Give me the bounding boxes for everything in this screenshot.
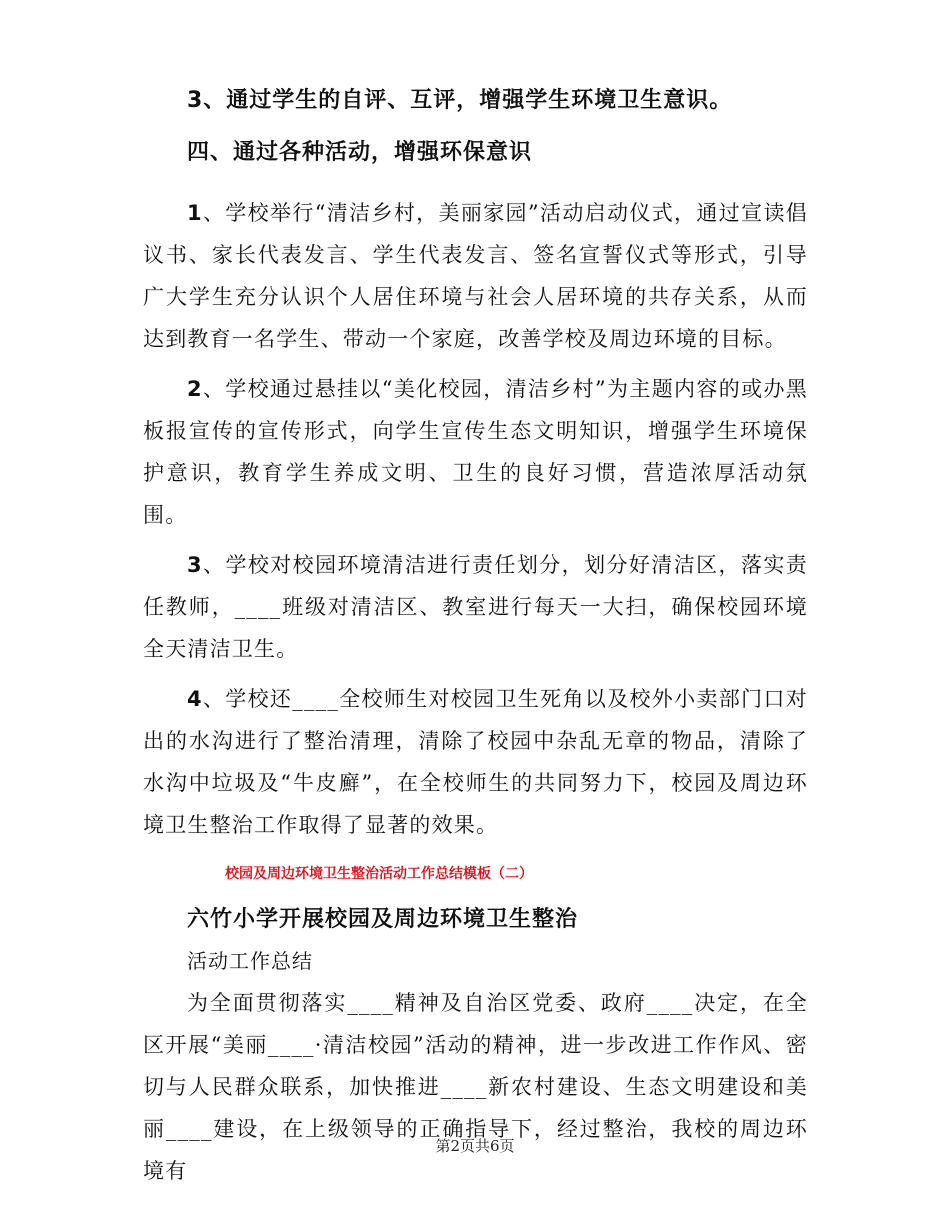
template-two-subtitle: 活动工作总结	[187, 949, 313, 973]
item-text: 、学校举行“清洁乡村，美丽家园”活动启动仪式，通过宣读倡议书、家长代表发言、学生代表发言、签名宣誓仪式等形式，引导广大学生充分认识个人居住环境与社会人居环境的共存关系，从而达到教育一名学生、带动一个家庭，改善学校及周边环境的目标。	[143, 201, 808, 351]
page-content	[143, 88, 808, 1200]
page-footer: 第2页共6页	[435, 1137, 515, 1155]
item-number: 1	[187, 201, 203, 225]
paragraph-item-2	[143, 368, 808, 536]
item-text: 、学校还____全校师生对校园卫生死角以及校外小卖部门口对出的水沟进行了整治清理，清除了校园中杂乱无章的物品，清除了水沟中垃圾及“牛皮廯”，在全校师生的共同努力下，校园及周边环境卫生整治工作取得了显著的效果。	[143, 687, 808, 837]
paragraph-item-1	[143, 192, 808, 360]
item-number: 4	[187, 687, 203, 711]
section4-heading: 四、通过各种活动，增强环保意识	[187, 140, 533, 165]
item-text: 、学校通过悬挂以“美化校园，清洁乡村”为主题内容的或办黑板报宣传的宣传形式，向学生宣传生态文明知识，增强学生环境保护意识，教育学生养成文明、卫生的良好习惯，营造浓厚活动氛围。	[143, 377, 808, 527]
item-text: 、学校对校园环境清洁进行责任划分，划分好清洁区，落实责任教师，____班级对清洁区、教室进行每天一大扫，确保校园环境全天清洁卫生。	[143, 553, 808, 661]
paragraph-item-3	[143, 544, 808, 670]
item-number: 3	[187, 553, 203, 577]
item3-heading: 3、通过学生的自评、互评，增强学生环境卫生意识。	[187, 88, 733, 113]
paragraph-item-4	[143, 678, 808, 846]
template-two-body: 为全面贯彻落实____精神及自治区党委、政府____决定，在全区开展“美丽____·清洁校园”活动的精神，进一步改进工作作风、密切与人民群众联系，加快推进____新农村建设、生态文明建设和美丽____建设，在上级领导的正确指导下，经过整治，我校的周边环境有	[143, 991, 808, 1183]
item-number: 2	[187, 377, 203, 401]
template-two-title: 六竹小学开展校园及周边环境卫生整治	[187, 907, 579, 932]
template-two-red-title: 校园及周边环境卫生整治活动工作总结模板（二）	[225, 866, 533, 882]
